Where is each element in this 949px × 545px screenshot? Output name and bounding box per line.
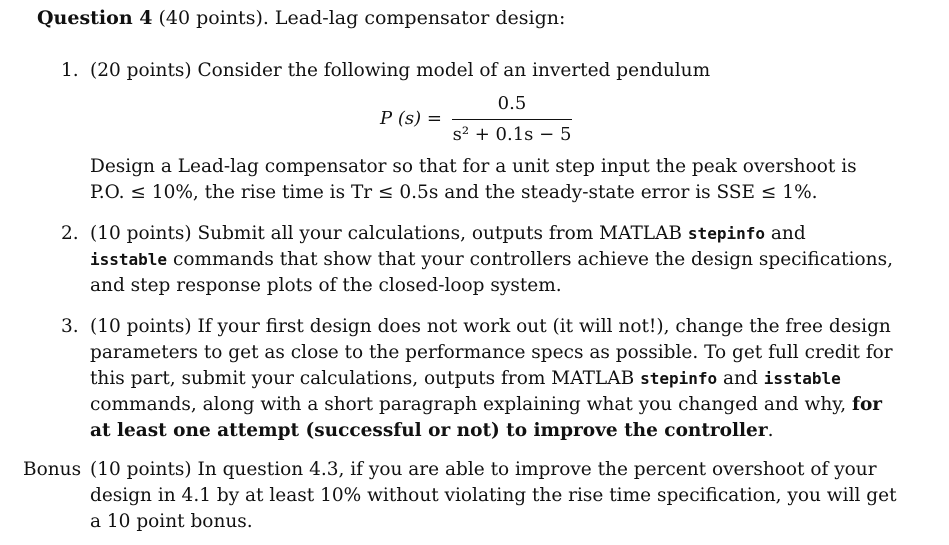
bonus-line-1: (10 points) In question 4.3, if you are able to improve the percent overshoot of your [90,459,877,480]
cmd-isstable: isstable [763,369,841,388]
equation-fraction [452,92,572,147]
item-3-line-1: (10 points) If your first design does not work out (it will not!), change the free design [90,316,891,337]
equation-lhs: P (s) = [380,108,442,129]
cmd-stepinfo: stepinfo [687,224,765,243]
item-3-and: and [723,368,758,389]
item-2-text: commands that show that your controllers achieve the design specifications, [172,249,893,270]
fraction-bar [452,119,572,120]
cmd-stepinfo: stepinfo [640,369,718,388]
equation-denominator: s² + 0.1s − 5 [452,124,572,145]
item-2-text: (10 points) Submit all your calculations, outputs from MATLAB [90,223,683,244]
item-2-line-2 [90,247,893,273]
question-points: (40 points). Lead-lag compensator design: [158,7,566,29]
item-3-line-3 [90,366,870,392]
bonus-line-2: design in 4.1 by at least 10% without violating the rise time specification, you will get [90,485,897,506]
item-3-bold-text: at least one attempt (successful or not) to improve the controller [90,420,768,441]
equation-numerator: 0.5 [497,93,527,114]
item-2-line-3: and step response plots of the closed-loop system. [90,275,562,296]
item-2-and: and [770,223,806,244]
question-label: Question 4 [37,7,153,29]
cmd-isstable: isstable [90,250,168,269]
item-3-line-4 [90,392,883,418]
question-title [37,7,565,29]
transfer-function-equation [380,92,580,148]
item-3-line-2: parameters to get as close to the performance specs as possible. To get full credit for [90,342,893,363]
item-number: 2. [61,223,79,244]
item-3-text: this part, submit your calculations, outputs from MATLAB [90,368,635,389]
bonus-line-3: a 10 point bonus. [90,511,253,532]
item-3-text: commands, along with a short paragraph explaining what you changed and why, [90,394,847,415]
item-number: 1. [61,60,79,81]
item-3-bold-for: for [852,394,883,415]
item-2-line-1 [90,221,870,247]
design-line-2: P.O. ≤ 10%, the rise time is Tr ≤ 0.5s and the steady-state error is SSE ≤ 1%. [90,182,818,203]
item-3-line-5 [90,418,870,444]
item-number: 3. [61,316,79,337]
item-intro: (20 points) Consider the following model of an inverted pendulum [90,60,711,81]
design-line-1: Design a Lead-lag compensator so that for a unit step input the peak overshoot is [90,156,857,177]
bonus-label: Bonus [23,459,82,480]
item-3-period: . [767,420,774,441]
